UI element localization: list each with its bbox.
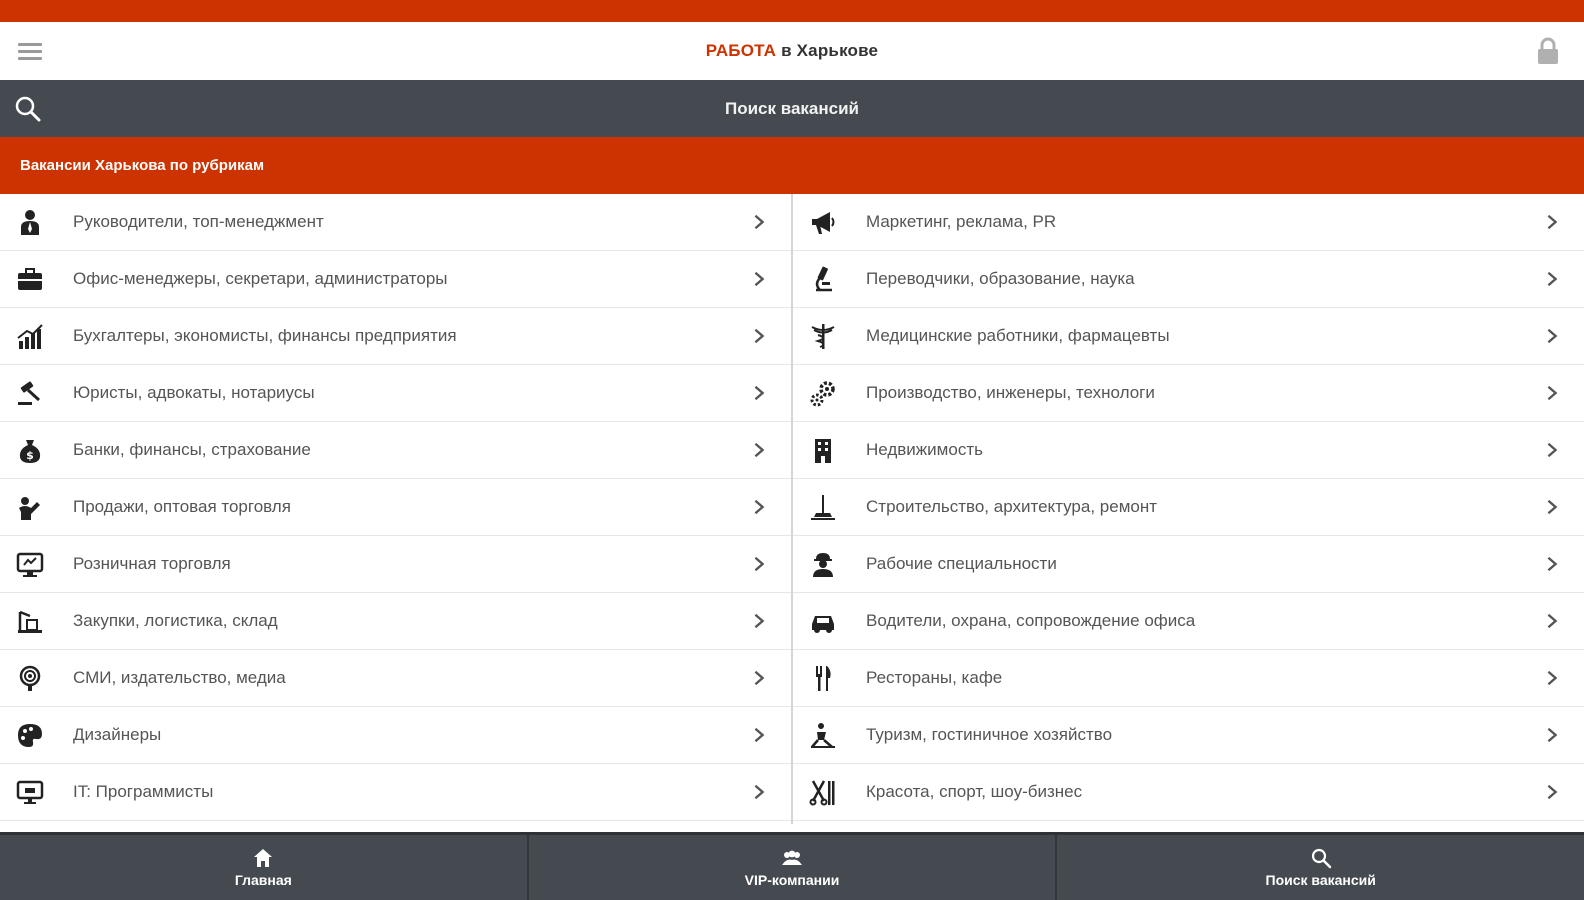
category-label: Строительство, архитектура, ремонт — [866, 497, 1158, 516]
category-row[interactable] — [793, 593, 1584, 650]
tourism-icon — [806, 718, 840, 752]
caduceus-icon — [806, 319, 840, 353]
lock-icon[interactable] — [1534, 36, 1562, 66]
category-row[interactable] — [793, 479, 1584, 536]
app-title-accent: РАБОТА — [705, 41, 777, 60]
home-icon — [252, 847, 274, 869]
search-label: Поиск вакансий — [724, 98, 859, 118]
manager-icon — [13, 205, 47, 239]
chevron-right-icon — [1538, 436, 1566, 464]
cutlery-icon — [806, 661, 840, 695]
car-icon — [806, 604, 840, 638]
megaphone-icon — [806, 205, 840, 239]
chevron-right-icon — [1538, 379, 1566, 407]
category-row[interactable] — [793, 308, 1584, 365]
category-row[interactable] — [793, 536, 1584, 593]
bar-chart-icon — [13, 319, 47, 353]
category-label: Офис-менеджеры, секретари, администраторы — [73, 269, 448, 288]
category-label: Маркетинг, реклама, PR — [866, 212, 1057, 231]
category-label: Юристы, адвокаты, нотариусы — [73, 383, 315, 402]
category-label: IT: Программисты — [73, 782, 214, 801]
app-header — [0, 22, 1584, 80]
category-label: Закупки, логистика, склад — [73, 611, 278, 630]
category-column-right — [793, 194, 1584, 824]
category-row[interactable] — [0, 593, 791, 650]
section-title: Вакансии Харькова по рубрикам — [20, 157, 265, 174]
tab-job-search[interactable] — [1055, 835, 1584, 900]
chevron-right-icon — [745, 208, 773, 236]
chevron-right-icon — [745, 550, 773, 578]
chevron-right-icon — [1538, 493, 1566, 521]
category-label: Красота, спорт, шоу-бизнес — [866, 782, 1083, 801]
category-row[interactable] — [0, 479, 791, 536]
chevron-right-icon — [745, 778, 773, 806]
svg-text:$: $ — [26, 449, 34, 462]
category-row[interactable] — [793, 194, 1584, 251]
money-bag-icon — [13, 433, 47, 467]
tab-home[interactable] — [0, 835, 527, 900]
tab-vip-companies[interactable] — [527, 835, 1056, 900]
gavel-icon — [13, 376, 47, 410]
search-bar[interactable] — [0, 80, 1584, 137]
category-label: Медицинские работники, фармацевты — [866, 326, 1170, 345]
category-row[interactable] — [793, 764, 1584, 821]
chevron-right-icon — [745, 436, 773, 464]
media-icon — [13, 661, 47, 695]
status-strip — [0, 0, 1584, 22]
category-row[interactable] — [0, 365, 791, 422]
sales-icon — [13, 490, 47, 524]
category-row[interactable] — [0, 308, 791, 365]
bottom-nav — [0, 832, 1584, 900]
chevron-right-icon — [1538, 265, 1566, 293]
monitor-icon — [13, 775, 47, 809]
category-label: Розничная торговля — [73, 554, 231, 573]
category-grid — [0, 194, 1584, 824]
app-title — [706, 41, 878, 61]
chevron-right-icon — [1538, 778, 1566, 806]
chevron-right-icon — [745, 322, 773, 350]
chevron-right-icon — [1538, 664, 1566, 692]
chevron-right-icon — [1538, 550, 1566, 578]
chevron-right-icon — [745, 493, 773, 521]
category-label: Бухгалтеры, экономисты, финансы предприятия — [73, 326, 457, 345]
app-title-rest: в Харькове — [776, 41, 879, 60]
scissors-icon — [806, 775, 840, 809]
category-label: СМИ, издательство, медиа — [73, 668, 286, 687]
category-label: Переводчики, образование, наука — [866, 269, 1135, 288]
category-row[interactable] — [0, 536, 791, 593]
category-label: Недвижимость — [866, 440, 983, 459]
palette-icon — [13, 718, 47, 752]
tab-home-label: Главная — [234, 872, 292, 888]
category-label: Рестораны, кафе — [866, 668, 1003, 687]
chevron-right-icon — [1538, 721, 1566, 749]
category-label: Продажи, оптовая торговля — [73, 497, 291, 516]
people-icon — [781, 847, 803, 869]
hamburger-menu-icon[interactable] — [18, 39, 48, 63]
chevron-right-icon — [745, 607, 773, 635]
chevron-right-icon — [745, 664, 773, 692]
chevron-right-icon — [745, 721, 773, 749]
briefcase-icon — [13, 262, 47, 296]
construction-icon — [806, 490, 840, 524]
category-row[interactable] — [793, 422, 1584, 479]
category-row[interactable] — [0, 251, 791, 308]
chevron-right-icon — [1538, 208, 1566, 236]
category-label: Туризм, гостиничное хозяйство — [866, 725, 1113, 744]
category-column-left — [0, 194, 793, 824]
category-row[interactable] — [793, 251, 1584, 308]
category-label: Банки, финансы, страхование — [73, 440, 311, 459]
category-row[interactable] — [0, 194, 791, 251]
tab-job-search-label: Поиск вакансий — [1265, 872, 1376, 888]
category-label: Водители, охрана, сопровождение офиса — [866, 611, 1196, 630]
gears-icon — [806, 376, 840, 410]
category-label: Дизайнеры — [73, 725, 162, 744]
retail-icon — [13, 547, 47, 581]
category-row[interactable] — [0, 650, 791, 707]
category-row[interactable] — [793, 707, 1584, 764]
logistics-icon — [13, 604, 47, 638]
category-row[interactable] — [793, 365, 1584, 422]
chevron-right-icon — [745, 265, 773, 293]
search-icon — [1310, 847, 1332, 869]
category-row[interactable] — [0, 707, 791, 764]
category-label: Руководители, топ-менеджмент — [73, 212, 324, 231]
worker-icon — [806, 547, 840, 581]
chevron-right-icon — [745, 379, 773, 407]
chevron-right-icon — [1538, 607, 1566, 635]
microscope-icon — [806, 262, 840, 296]
category-row[interactable] — [793, 650, 1584, 707]
section-header — [0, 137, 1584, 194]
category-row[interactable] — [0, 764, 791, 821]
chevron-right-icon — [1538, 322, 1566, 350]
search-icon[interactable] — [14, 95, 42, 123]
category-row[interactable] — [0, 422, 791, 479]
category-label: Рабочие специальности — [866, 554, 1057, 573]
category-label: Производство, инженеры, технологи — [866, 383, 1155, 402]
tab-vip-companies-label: VIP-компании — [744, 872, 840, 888]
building-icon — [806, 433, 840, 467]
